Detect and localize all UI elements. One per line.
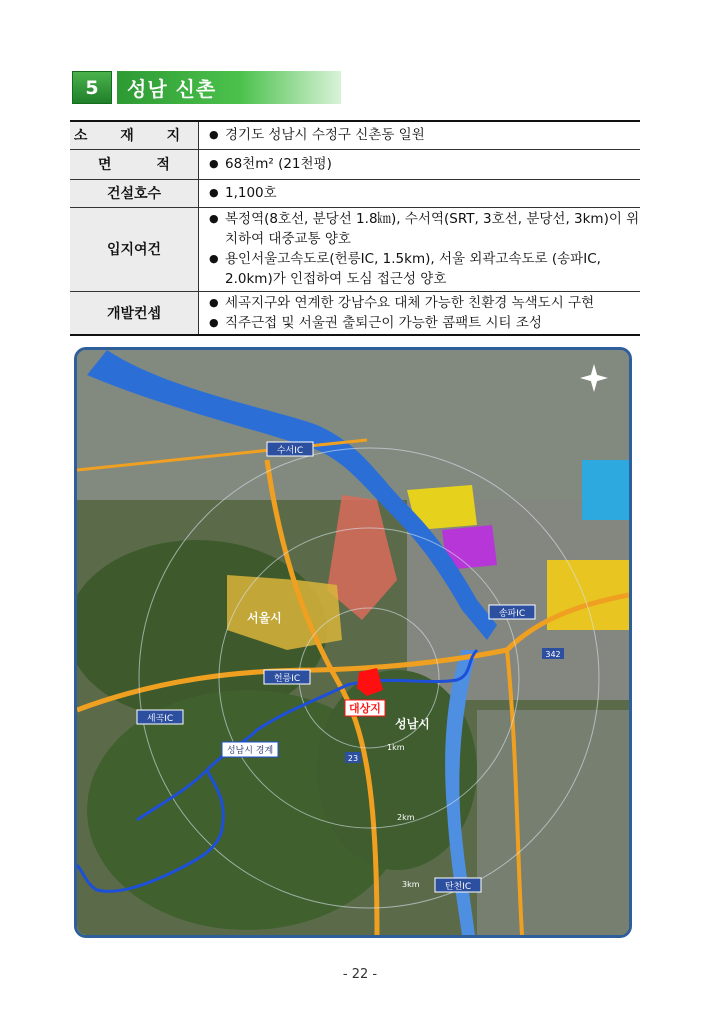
page-number: - 22 - [342,967,378,982]
table-row [70,149,640,179]
suseo-ic-label: 수서IC [276,446,304,456]
route-23-label: 23 [347,754,359,763]
km3-label: 3km [402,880,420,889]
songpa-ic-label: 송파IC [498,609,526,619]
bullet-icon: ● [209,212,219,225]
sega-ic-label: 세곡IC [146,714,174,724]
route-342-label: 342 [545,650,561,659]
area-text: 68천m² (21천평) [225,156,332,172]
bullet-icon: ● [209,157,219,170]
ic-label [264,670,310,684]
tancheon-ic-label: 탄천IC [444,882,472,892]
bullet-icon: ● [209,128,219,142]
ic-label [489,605,535,619]
boundary-label-text: 성남시 경계 [226,746,274,756]
row-label-location: 소 재 지 [70,121,199,149]
ic-label [267,442,313,456]
row-label-concept: 개발컨셉 [70,291,199,335]
table-row [70,207,640,291]
bullet-icon: ● [209,186,219,199]
row-value [199,121,641,149]
concept-text-1: 세곡지구와 연계한 강남수요 대체 가능한 친환경 녹색도시 구현 [225,294,595,311]
units-text: 1,100호 [225,185,277,201]
urban-area [77,350,629,500]
km2-label: 2km [397,813,415,822]
table-row [70,291,640,335]
info-table [70,120,640,336]
condition-text-1: 복정역(8호선, 분당선 1.8㎞), 수서역(SRT, 3호선, 분당선, 3km)이 위치하여 대중교통 양호 [225,211,640,247]
table-row [70,179,640,207]
km1-label: 1km [387,743,405,752]
row-value [199,179,641,207]
location-map [74,347,632,938]
row-label-area: 면 적 [70,149,199,179]
route-shield [345,752,361,763]
target-label-text: 대상지 [349,702,381,715]
concept-text-2: 직주근접 및 서울권 출퇴근이 가능한 콤팩트 시티 조성 [225,314,542,331]
section-header [72,71,341,104]
condition-text-2: 용인서울고속도로(헌릉IC, 1.5km), 서울 외곽고속도로 (송파IC, 2.0km)가 인접하여 도심 접근성 양호 [225,251,601,287]
urban-area [477,710,629,935]
seoul-label: 서울시 [247,611,282,625]
row-value [199,149,641,179]
boundary-label [222,742,278,757]
seongnam-label: 성남시 [395,717,430,731]
target-label [345,700,385,716]
row-label-conditions: 입지여건 [70,207,199,291]
bullet-icon: ● [209,252,219,265]
ic-label [435,878,481,892]
table-row [70,121,640,149]
bullet-icon: ● [209,315,219,329]
ic-label [137,710,183,724]
row-label-units: 건설호수 [70,179,199,207]
zone-block [582,460,629,520]
route-shield [542,648,564,659]
section-number: 5 [72,71,112,104]
heonreung-ic-label: 헌릉IC [273,674,301,684]
bullet-icon: ● [209,295,219,309]
section-title: 성남 신촌 [117,71,341,104]
row-value [199,207,641,291]
map-image [77,350,629,935]
row-value [199,291,641,335]
location-text: 경기도 성남시 수정구 신촌동 일원 [225,127,425,144]
